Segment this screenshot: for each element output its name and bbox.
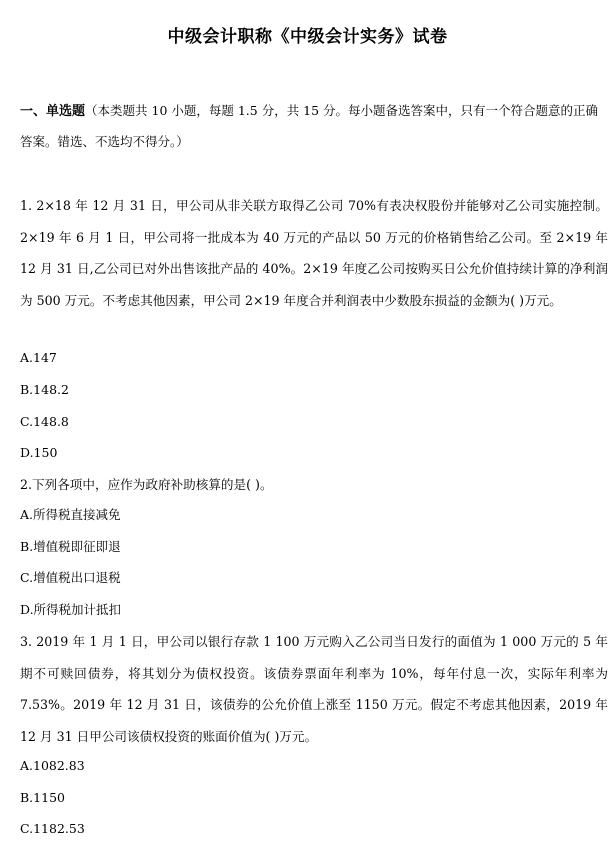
question-3-stem: 3. 2019 年 1 月 1 日，甲公司以银行存款 1 100 万元购入乙公司当日发行的面值为 1 000 万元的 5 年期不可赎回债券，将其划分为债权投资。该债券票面年利率为 10%，每年付息一次，实际年利率为 7.53%。2019 年 12 月 31 日，该债券的公允价值上涨至 1150 万元。假定不考虑其他因素，2019 年 12 月 31 日甲公司该债权投资的账面价值为( )万元。 (20, 634, 608, 744)
question-3-option-b: B.1150 (20, 790, 65, 805)
question-3-option-a: A.1082.83 (20, 758, 85, 773)
section-instruction: （本类题共 10 小题，每题 1.5 分，共 15 分。每小题备选答案中，只有一个符合题意的正确答案。错选、不选均不得分。） (20, 103, 599, 149)
question-3-option-c: C.1182.53 (20, 821, 85, 836)
exam-title: 中级会计职称《中级会计实务》试卷 (167, 27, 448, 47)
question-1-option-a: A.147 (20, 350, 57, 365)
question-1-stem: 1. 2×18 年 12 月 31 日，甲公司从非关联方取得乙公司 70%有表决权股份并能够对乙公司实施控制。2×19 年 6 月 1 日，甲公司将一批成本为 40 万元的产品以 50 万元的价格销售给乙公司。至 2×19 年 12 月 31 日,乙公司已对外出售该批产品的 40%。2×19 年度乙公司按购买日公允价值持续计算的净利润为 500 万元。不考虑其他因素，甲公司 2×19 年度合并利润表中少数股东损益的金额为( )万元。 (20, 198, 608, 308)
question-2-option-c: C.增值税出口退税 (20, 570, 121, 585)
question-1-option-c: C.148.8 (20, 414, 69, 429)
question-2-option-b: B.增值税即征即退 (20, 539, 121, 554)
question-1-option-d: D.150 (20, 445, 58, 460)
question-1-option-b: B.148.2 (20, 382, 69, 397)
question-2-option-d: D.所得税加计抵扣 (20, 602, 122, 617)
question-2-stem: 2.下列各项中，应作为政府补助核算的是( )。 (20, 477, 273, 492)
section-heading: 一、单选题 (20, 104, 86, 119)
question-2-option-a: A.所得税直接减免 (20, 507, 121, 522)
section-intro (20, 96, 608, 157)
